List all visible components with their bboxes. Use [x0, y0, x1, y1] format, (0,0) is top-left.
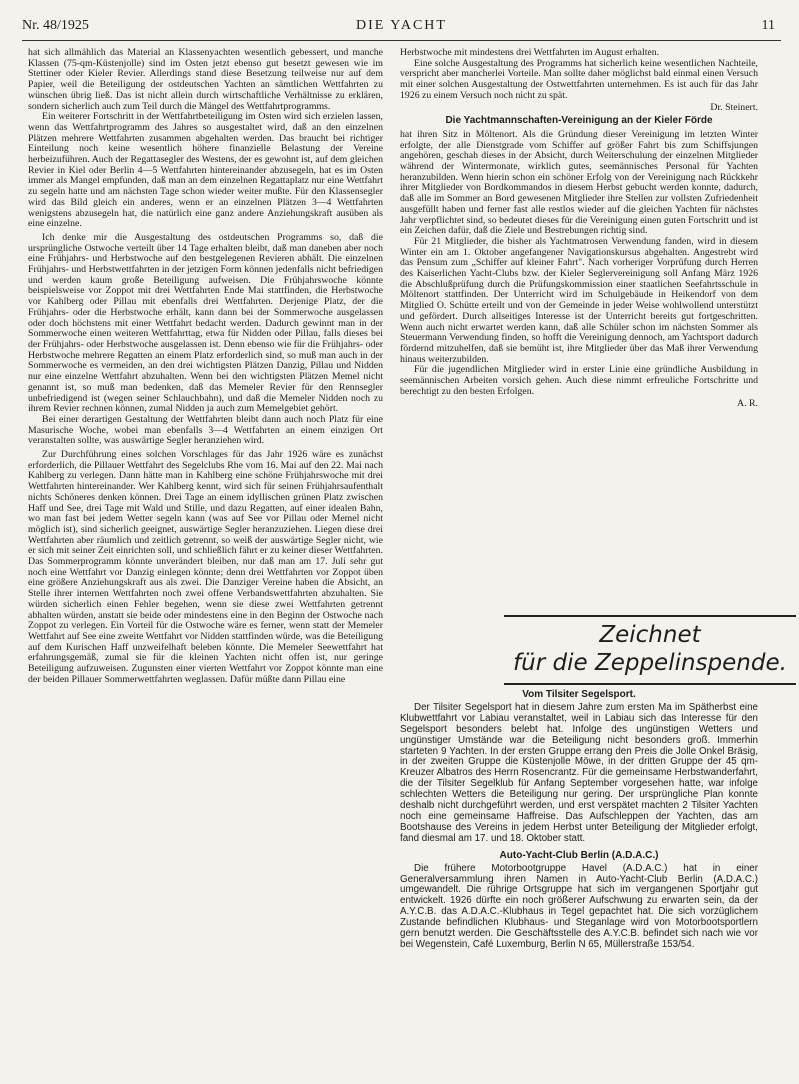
section-heading: Auto-Yacht-Club Berlin (A.D.A.C.)	[499, 849, 659, 861]
paragraph: Der Tilsiter Segelsport hat in diesem Jahre zum ersten Ma im Spätherbst eine Klubwettfahrt vor Labiau veranstaltet, weil in Labiau sich das Interesse für den Segelsport besonders belebt hat. Infolge des ungünstigen Wetters und ungünstiger Umstände war die Beteiligung nicht besonders groß. Immerhin starteten 9 Yachten. In der ersten Gruppe errang den Preis die Jolle Onkel Bräsig, in der zweiten Gruppe die Küstenjolle Möwe, in der dritten Gruppe der 45 qm-Kreuzer Albatros des Herrn Rosencrantz. Für die gemeinsame Herbstwanderfahrt, die der Tilsiter Segelklub für Anfang September vorgesehen hatte, war infolge schlechten Wetters die Beteiligung nur gering. Der ursprüngliche Plan konnte deshalb nicht durchgeführt werden, und erst verspätet machten 2 Tilsiter Yachten noch eine gemeinsame Haffreise. Das Aufschleppen der Yachten, das am Bootshause des Vereins in jedem Herbst unter Beteiligung der Mitglieder erfolgt, fand diesmal am 17. und 18. Oktober statt.	[400, 701, 758, 844]
paragraph: hat sich allmählich das Material an Klassenyachten wesentlich gebessert, und manche Klassen (75-qm-Küstenjolle) sind im Osten jetzt ebenso gut besetzt gewesen wie im Stettiner oder Kieler Revier. Allerdings stand diese Besetzung teilweise nur auf dem Papier, weil die Beteiligung der ostdeutschen Yachten an sämtlichen Wettfahrten zu wünschen übrig ließ. Das ist nicht allein durch wirtschaftliche Verhältnisse zu erklären, sondern sicherlich auch zum Teil durch die Mängel des Wettfahrtprogramms.	[28, 47, 383, 112]
paragraph: Ich denke mir die Ausgestaltung des ostdeutschen Programms so, daß die ursprüngliche Ostwoche verteilt über 14 Tage erhalten bleibt, daß man daneben aber noch eine Frühjahrs- und Herbstwoche auf den bestgelegenen Revieren abhält. Die einzelnen Frühjahrs- und Herbstwettfahrten in der jetzigen Form können jedenfalls nicht befriedigen und werden kaum große Beteiligung aufweisen. Die Frühjahrswoche könnte beispielsweise vor Zoppot mit drei Wettfahrten Ende Mai stattfinden, die Herbstwoche vor Kahlberg oder Pillau mit ebenfalls drei Wettfahrten. Derjenige Platz, der die Frühjahrs- oder die Herbstwoche erhält, kann dann bei der Sommerwoche ausgelassen oder doch höchstens mit einer Wettfahrt bedacht werden. Dadurch gewinnt man in der Sommerwoche einen weiteren Wettfahrttag, etwa für Nidden oder Pillau, falls dieses bei der Frühjahrs- oder Herbstwoche ausgelassen ist. Denn ebenso wie für die Frühjahrs- oder Herbstwoche mehrere Regatten an einem Platz erforderlich sind, so muß man auch in der Sommerwoche es vermeiden, an den drei wichtigsten Plätzen Danzig, Pillau und Nidden nur eine einzelne Wettfahrt abzuhalten. Wenn bei den wichtigsten Plätzen Memel nicht genannt ist, so muß man bedenken, daß das Memeler Revier für den Rennsegler unbefriedigend ist (wegen seiner Schlauchbahn), und daß die Memeler Nidden noch zu ihrem Revier rechnen können, zumal Nidden ja auch zum Memelgebiet gehört.	[28, 231, 383, 415]
banner-line-2: für die Zeppelinspende.	[513, 650, 787, 676]
right-column	[400, 48, 758, 409]
paragraph: Die frühere Motorbootgruppe Havel (A.D.A.C.) hat in einer Generalversammlung ihren Namen in Auto-Yacht-Club Berlin (A.D.A.C.) umgewandelt. Die rührige Ortsgruppe hat sich im vergangenen Sportjahr gut entwickelt. 1926 dürfte ein noch größerer Aufschwung zu erwarten sein, da der A.Y.C.B. das A.D.A.C.-Klubhaus in Tegel gepachtet hat. Die sich vorzüglichem Zustande befindlichen Klubhaus- und Steganlage wird von Motorbootsportlern gern benutzt werden. Die Geschäftsstelle des A.Y.C.B. befindet sich nach wie vor bei Wegenstein, Café Luxemburg, Berlin N 65, Müllerstraße 153/54.	[400, 862, 758, 950]
signature: A. R.	[737, 397, 758, 409]
lower-right-block	[400, 690, 758, 951]
paragraph: hat ihren Sitz in Möltenort. Als die Gründung dieser Vereinigung im letzten Winter erfolgte, der alle Dienstgrade vom Schiffer auf größer Fahrt bis zum Schiffsjungen angehören, geschah dieses in der Absicht, durch Weiterschulung der einzelnen Mitglieder während der Wintermonate, wirklich gutes, seemännisches Personal für Yachten heranzubilden. Wenn hierin schon ein schöner Erfolg von der Vereinigung nach Rückkehr ihrer Mitglieder von Bordkommandos in diesem Herbst gebucht werden konnte, dadurch, daß alle im Sommer an Bord gewesenen Mitglieder ihre Stellen zur vollsten Zufriedenheit ausgefüllt haben und ferner fast alle restlos wieder auf die gleichen Yachten für nächstes Jahr verpflichtet sind, so bedeutet dieses für die Vereinigung einen guten Fortschritt und ist ein Zeichen dafür, daß die Ziele und Bestrebungen richtig sind.	[400, 128, 758, 237]
page-number: 11	[761, 18, 775, 33]
magazine-title: DIE YACHT	[356, 18, 447, 33]
section-heading: Vom Tilsiter Segelsport.	[522, 689, 636, 700]
paragraph: Eine solche Ausgestaltung des Programms hat sicherlich keine wesentlichen Nachteile, verspricht aber mancherlei Vorteile. Man sollte daher möglichst bald einmal einen Versuch mit einer solchen Ausgestaltung der Ostwettfahrten unternehmen. Es ist auch für das Jahr 1926 zu einem Versuch noch nicht zu spät.	[400, 57, 758, 101]
paragraph: Bei einer derartigen Gestaltung der Wettfahrten bleibt dann auch noch Platz für eine Masurische Woche, wobei man ebenfalls 3—4 Wettfahrten an einem einzigen Ort veranstalten sollte, was auswärtige Segler heranziehen wird.	[28, 413, 383, 447]
section-heading: Die Yachtmannschaften-Vereinigung an der Kieler Förde	[445, 115, 713, 127]
paragraph: Für 21 Mitglieder, die bisher als Yachtmatrosen Verwendung fanden, wird in diesem Winter ein am 1. Oktober angefangener Navigationskursus abgehalten. Angestrebt wird das Pensum zum „Schiffer auf kleiner Fahrt". Nach vorheriger Vorprüfung durch Herren des Kaiserlichen Yacht-Clubs bzw. der Kieler Seglervereinigung soll Anfang März 1926 die Abschlußprüfung durch die Prüfungskommission einer staatlichen Seefahrtsschule in Möltenort stattfinden. Der Unterricht wird im Schulgebäude in Heikendorf von dem Mitglied O. Schütte erteilt und von der Gemeinde in jeder Weise wohlwollend unterstützt und gefördert. Durch allseitiges Interesse ist der Unterricht bereits gut fortgeschritten. Wenn auch nicht erwartet werden kann, daß alle Schüler schon im nächsten Sommer als Steuermann Verwendung finden, so hofft die Vereinigung dennoch, am Yachtsport dadurch fördernd mitzuhelfen, daß sie bemüht ist, ihre Mitglieder über das Maß ihrer Verwendung hinaus weiterzubilden.	[400, 235, 758, 365]
paragraph: Zur Durchführung eines solchen Vorschlages für das Jahr 1926 wäre es zunächst erforderlich, die Pillauer Wettfahrt des Segelclubs Rhe vom 16. Mai auf den 22. Mai nach Kahlberg zu verlegen. Dann hätte man in Kahlberg eine schöne Frühjahrswoche mit drei Wettfahrten hintereinander. Wer Kahlberg kennt, wird sich für seinen Frühjahrsaufenthalt nichts Schöneres denken können. Drei Tage an einem idyllischen grünen Platz zwischen Haff und See, drei Tage mit Wald und Stille, und dazu Regatten, auf einer idealen Bahn, wo man fast bei jedem Wetter segeln kann (was auf See vor Pillau oder Memel nicht möglich ist), sind sicherlich geeignet, auswärtige Segler heranzuziehen. Liegen diese drei Wettfahrten aber räumlich und zeitlich getrennt, so weiß der auswärtige Segler nicht, wie er sich mit seiner Zeit einrichten soll, und schließlich fährt er zu keiner dieser Wettfahrten. Das Sommerprogramm könnte unverändert bleiben, nur daß man am 17. Juli sehr gut noch eine Wettfahrt vor Danzig einlegen könnte; denn drei Wettfahrten vor Zoppot üben eine größere Anziehungskraft aus als zwei. Die Danziger Vereine haben die Absicht, an Stelle ihrer internen Wettfahrten noch zwei offene Verbandswettfahrten abzuhalten. Sie würden sicherlich einen Fehler begehen, wenn sie diese zwei Wettfahrten getrennt abhalten würden, anstatt sie beide oder mindestens eine in den Beginn der Ostwoche nach Zoppot zu verlegen. Ein Vorteil für die Ostwoche wäre es ferner, wenn statt der Memeler Wettfahrt auf See eine zweite Wettfahrt vor Nidden stattfinden würde, was die Beteiligung auf dem Kurischen Haff unzweifelhaft beleben könnte. Die Memeler Seewettfahrt hat erfahrungsgemäß, zumal sie für die kleinen Yachten nicht offen ist, nur geringe Beteiligung aufzuweisen. Zugunsten einer vierten Wettfahrt vor Zoppot könnte man eine der beiden Pillauer Sommerwettfahrten weglassen. Dafür müßte dann Pillau eine	[28, 449, 383, 685]
signature: Dr. Steinert.	[710, 101, 758, 113]
banner-line-1: Zeichnet	[599, 622, 701, 648]
paragraph: Ein weiterer Fortschritt in der Wettfahrtbeteiligung im Osten wird sich erzielen lassen, wenn das Wettfahrtprogramm des Jahres so ausgestaltet wird, daß an den einzelnen Plätzen mehrere Wettfahrten zusammen abgehalten werden. Das braucht bei richtiger Einteilung noch keine wesentlich höhere finanzielle Belastung der Vereine herbeizuführen. Auch der Regattasegler des Westens, der es gewohnt ist, auf dem gleichen Revier in Kiel oder Berlin 4—5 Wettfahrten hintereinander abzusegeln, hat es im Osten immer als Mangel empfunden, daß man an dem einzelnen Regattaplatz nur eine Wettfahrt zu segeln hatte und am nächsten Tage schon wieder weiter mußte. Für den Klassensegler wird das Bild gleich ein anderes, wenn er an einzelnen Plätzen 3—4 Wettfahrten wenigstens abzusegeln hat, die natürlich eine ganz andere Anziehungskraft ausüben als eine einzelne.	[28, 111, 383, 230]
issue-number: Nr. 48/1925	[22, 18, 89, 33]
paragraph: Für die jugendlichen Mitglieder wird in erster Linie eine gründliche Ausbildung in seemännischen Arbeiten vorsich gehen. Auch diese nimmt erfreuliche Fortschritte und berechtigt zu den besten Erfolgen.	[400, 364, 758, 397]
running-head	[22, 18, 781, 38]
left-column	[28, 48, 383, 685]
header-rule	[22, 40, 781, 41]
zeppelin-banner	[504, 615, 796, 685]
paragraph: Herbstwoche mit mindestens drei Wettfahrten im August erhalten.	[400, 47, 660, 58]
